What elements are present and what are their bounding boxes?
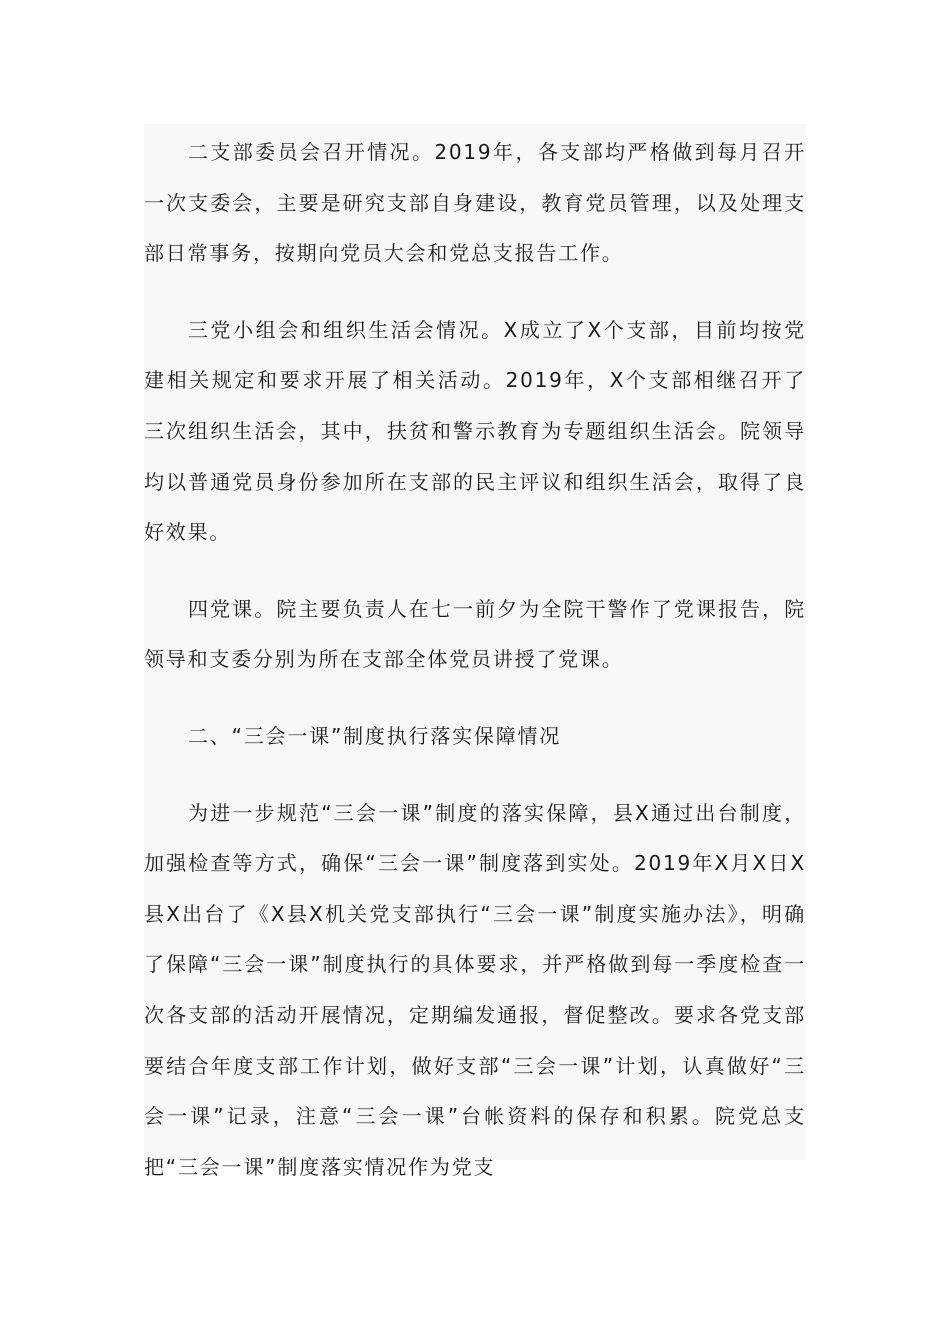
paragraph-party-lecture: 四党课。院主要负责人在七一前夕为全院干警作了党课报告，院领导和支委分别为所在支部全体党员讲授了党课。 (144, 596, 806, 672)
paragraph-spacing (144, 558, 806, 584)
paragraph-branch-committee: 二支部委员会召开情况。2019年，各支部均严格做到每月召开一次支委会，主要是研究支部自身建设，教育党员管理，以及处理支部日常事务，按期向党员大会和党总支报告工作。 (144, 140, 806, 266)
document-body (144, 124, 806, 1179)
paragraph-party-group-meetings: 三党小组会和组织生活会情况。X成立了X个支部，目前均按党建相关规定和要求开展了相关活动。2019年，X个支部相继召开了三次组织生活会，其中，扶贫和警示教育为专题组织生活会。院领导均以普通党员身份参加所在支部的民主评议和组织生活会，取得了良好效果。 (144, 317, 806, 545)
paragraph-implementation: 为进一步规范“三会一课”制度的落实保障，县X通过出台制度，加强检查等方式，确保“三会一课”制度落到实处。2019年X月X日X县X出台了《X县X机关党支部执行“三会一课”制度实施办法》，明确了保障“三会一课”制度执行的具体要求，并严格做到每一季度检查一次各支部的活动开展情况，定期编发通报，督促整改。要求各党支部要结合年度支部工作计划，做好支部“三会一课”计划，认真做好“三会一课”记录，注意“三会一课”台帐资料的保存和积累。院党总支把“三会一课”制度落实情况作为党支 (144, 800, 806, 1179)
paragraph-spacing (144, 685, 806, 711)
paragraph-spacing (144, 279, 806, 305)
paragraph-spacing (144, 762, 806, 788)
section-heading: 二、“三会一课”制度执行落实保障情况 (188, 723, 562, 748)
